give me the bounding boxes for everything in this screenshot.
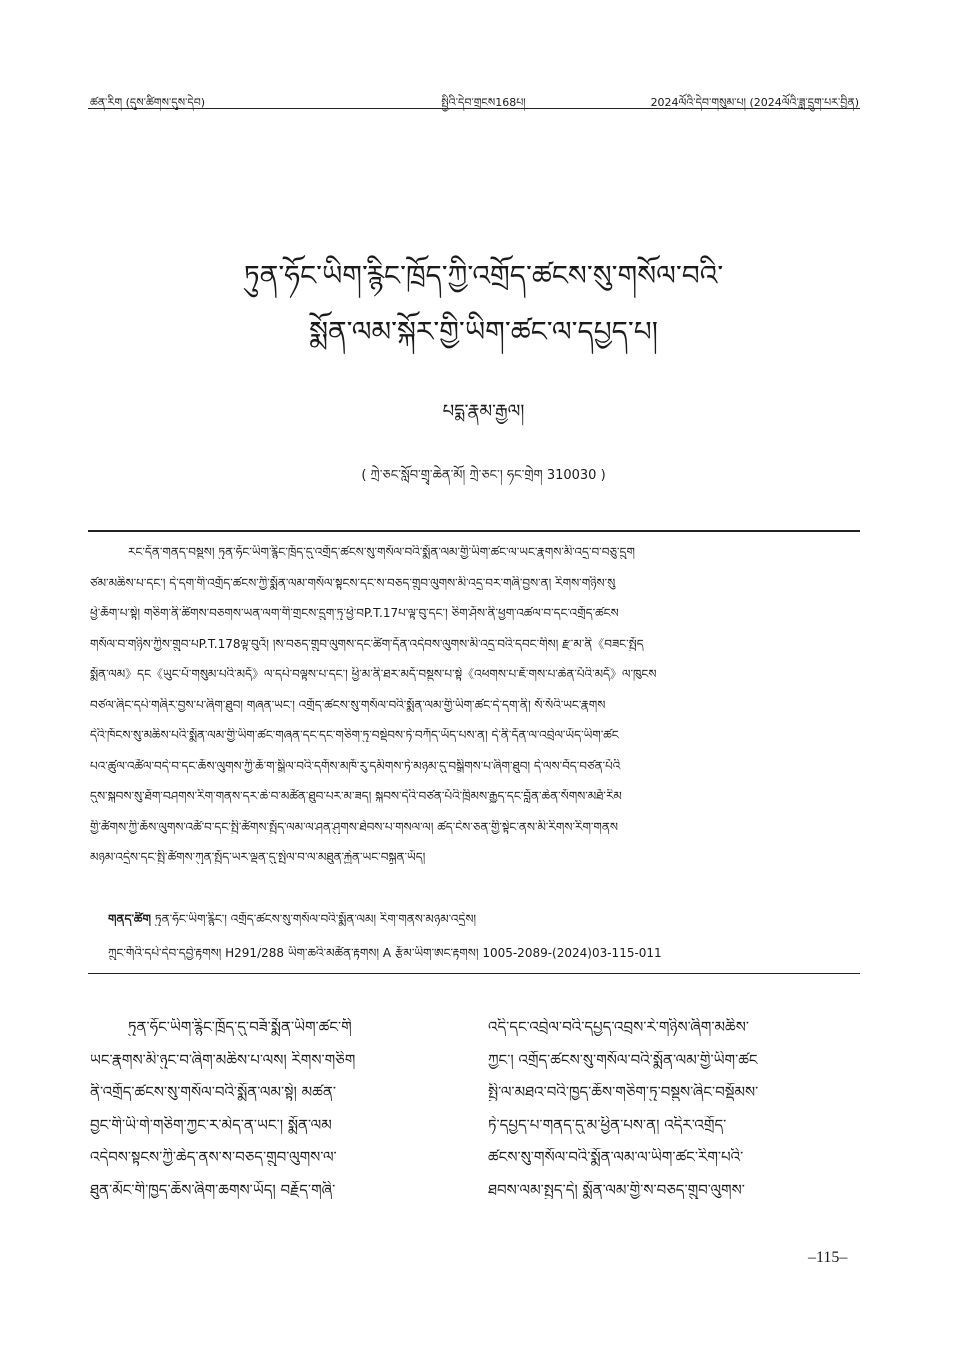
page-number: –115– [808,1249,848,1266]
classification-codes: ཀྲུང་གོའི་དཔེ་དེབ་དབྱེ་རྟགས། H291/288 ཡིག་ཆའི་མཚོན་རྟགས། A རྩོམ་ཡིག་ཨང་རྟགས། 1005-2089-(2024)03-115-011 [108,946,662,960]
abstract-line: ཙམ་མཆིས་པ་དང་། དེ་དག་གི་འགྲོད་ཚངས་ཀྱི་སྨོན་ལམ་གསོལ་སྟངས་དང་ས་བཅད་གྲུབ་ལུགས་མི་འདྲ་བར་གཞི་བྱས་ན། རིགས་གཉིས་སུ [90,575,616,590]
author-name: པདྨ་རྣམ་རྒྱལ། [442,401,525,422]
abstract-top-rule [88,530,860,532]
abstract-line: གྱི་ཚོགས་ཀྱི་ཆོས་ལུགས་འཚོ་བ་དང་སྤྱི་ཚོགས་སྤྱོད་ལམ་ལ་ཤན་ཤུགས་ཐེབས་པ་གསལ་ལ། ཚད་ངེས་ཅན་གྱི་སྟེང་ནས་མི་རིགས་རིག་གནས [90,819,618,834]
author-affiliation: ( ཀྲེ་ཅང་སློབ་གྲྭ་ཆེན་མོ། ཀྲེ་ཅང་། ཧང་གྲེག 310030 ) [361,468,606,483]
body-line: ཚངས་སུ་གསོལ་བའི་སྨོན་ལམ་ལ་ཡིག་ཚང་རིག་པའི་ [488,1148,744,1166]
body-line: ཐབས་ལམ་སྤྱད་དེ། སྨོན་ལམ་གྱི་ས་བཅད་གྲུབ་ལུགས་ [488,1180,745,1199]
abstract-bottom-rule [88,973,860,974]
body-line: ཡང་རྣགས་མི་ཉུང་བ་ཞིག་མཆིས་པ་ལས། རིགས་གཅིག [90,1050,356,1069]
abstract-line: པའ་ཚུལ་འཚོལ་བདེ་བ་དང་ཆོས་ལུགས་ཀྱི་ཆོ་ག་སྒྲིལ་བའི་དགོས་མཁོ་རུ་དམིགས་ཏེ་མཉམ་དུ་བསྒྲིགས་པ་ཞིག་ཐུབ། དེ་ལས་བོད་བཙན་པོའི [90,758,621,773]
abstract-line: སྨོན་ལམ》དང《ཡུང་པོ་གསུམ་པའི་མདོ》ལ་དཔེ་བལྟས་པ་དང་། ཕྱི་མ་ནི་ཐར་མདོ་བསྡུས་པ་སྟེ《འཕགས་པ་ཇོ་གས་པ་ཆེན་པོའི་མདོ》ལ་ཁུངས [90,667,657,681]
abstract-line: དེའི་ཁོངས་སུ་མཆིས་པའི་སྨོན་ལམ་གྱི་ཡིག་ཚང་གཞན་དང་དང་གཅིག་ཏུ་བསྡེབས་ཏེ་བཀོད་ཡོད་པས་ན། དེ་ནི་དོན་ལ་འབྲེལ་ཡོད་ཡིག་ཚང [90,728,619,742]
abstract-line: གསོལ་བ་གཉིས་ཀྱིས་གྲུབ་པP.T.178ལྟ་བུའོ། །ས་བཅད་གྲུབ་ལུགས་དང་ཚིག་དོན་འདེབས་ལུགས་མི་འདྲ་བའི་དབང་གིས། རྫ་མ་ནི《བཟང་སྤྱོད [90,636,644,651]
body-line: བྱང་གི་ཡི་གེ་གཅིག་ཀྱང་ར་མེད་ན་ཡང་། སྨོན་ལམ [90,1115,332,1134]
running-header-issue: སྤྱིའི་དེབ་གྲངས168པ། [441,96,526,109]
body-line: ནི་འགྲོད་ཚངས་སུ་གསོལ་བའི་སྨོན་ལམ་སྟེ། མཚན་ [90,1083,337,1101]
abstract-line: བཙལ་ཞིང་དཔེ་གཞིར་བྱས་པ་ཞིག་ཐུབ། གཞན་ཡང་། འགྲོད་ཚངས་སུ་གསོལ་བའི་སྨོན་ལམ་གྱི་ཡིག་ཚང་དེ་དག་ནི། སོ་སོའི་ཡང་རྣགས [90,697,606,712]
body-line: ཀྱང་། འགྲོད་ཚངས་སུ་གསོལ་བའི་སྨོན་ལམ་གྱི་ཡིག་ཚང [488,1050,758,1069]
running-header-journal: ཚན་རིག (དུས་ཚིགས་དུས་དེབ) [90,96,206,109]
keywords-text: ཏུན་ཧོང་ཡིག་རྙིང་། འགྲོད་ཚངས་སུ་གསོལ་བའི་སྨོན་ལམ། རིག་གནས་མཉམ་འདྲེས། [154,912,477,926]
body-line: ཐུན་མོང་གི་ཁྱད་ཆོས་ཞིག་ཆགས་ཡོད། བརྗོད་གཞི་ [90,1180,336,1199]
article-title-line-2: སྨོན་ལམ་སྐོར་གྱི་ཡིག་ཚང་ལ་དཔྱད་པ། [309,315,658,348]
abstract-line: རང་དོན་གནད་བསྡུས། ཏུན་ཧོང་ཡིག་རྙིང་ཁྲོད་དུ་འགྲོད་ཚངས་སུ་གསོལ་བའི་སྨོན་ལམ་གྱི་ཡིག་ཚང་ལ་ཡང་རྣགས་མི་འདྲ་བ་བཅུ་དྲུག [128,545,635,559]
header-divider [88,108,860,109]
body-line: ཏུན་ཧོང་ཡིག་རྙིང་ཁྲོད་དུ་བཟོ་སྨོན་ཡིག་ཚང་གི [128,1018,352,1036]
abstract-line: དུས་སྐབས་སུ་ཐོག་བཤགས་རིག་གནས་དར་ཆེ་བ་མཚོན་ཐུབ་པར་མ་ཟད། སྐབས་དེའི་བཙན་པོའི་ཁྲིམས་རྒྱུད་དང་བློན་ཆེན་སོགས་མཐོ་རིམ [90,789,622,803]
keywords-label: གནད་ཚིག [108,912,151,926]
keywords [108,912,860,926]
body-line: ཏེ་དཔྱད་པ་གནད་དུ་མ་ཕྱིན་པས་ན། འདིར་འགྲོད་ [488,1115,727,1134]
article-title-line-1: ཏུན་ཧོང་ཡིག་རྙིང་ཁྲོད་ཀྱི་འགྲོད་ཚངས་སུ་གསོལ་བའི་ [243,259,724,292]
body-line: འདི་དང་འབྲེལ་བའི་དཔྱད་འབྲས་རེ་གཉིས་ཞིག་མཆིས་ [488,1018,749,1036]
running-header-date: 2024ལོའི་དེབ་གསུམ་པ། (2024ལོའི་ཟླ་དྲུག་པར་བྱིན) [650,96,859,109]
body-line: འདེབས་སྟངས་ཀྱི་ཆེད་ནས་ས་བཅད་གྲུབ་ལུགས་ལ་ [90,1148,337,1166]
abstract-line: ཕྱེ་ཆོག་པ་སྟེ། གཅིག་ནི་ཚིགས་བཅགས་ཡན་ལག་གི་གྲངས་དྲུག་ཏུ་ཕྱེ་བP.T.17པ་ལྟ་བུ་དང་། ཅིག་ཤོས་ནི་ཕྱག་འཚལ་བ་དང་འགྲོད་ཚངས [90,606,619,620]
body-line: སྤྱི་ལ་མཐའ་བའི་ཁྱད་ཆོས་གཅིག་ཏུ་བསྡུས་ཞིང་བསྡོམས་ [488,1083,759,1101]
abstract-line: མཉམ་འདྲེས་དང་སྤྱི་ཚོགས་ཀུན་སྤྱོད་ཡར་ལྡན་དུ་སྤེལ་བ་ལ་མཐུན་རྐྱེན་ཡང་བསྐྲུན་ཡོད། [90,850,426,864]
